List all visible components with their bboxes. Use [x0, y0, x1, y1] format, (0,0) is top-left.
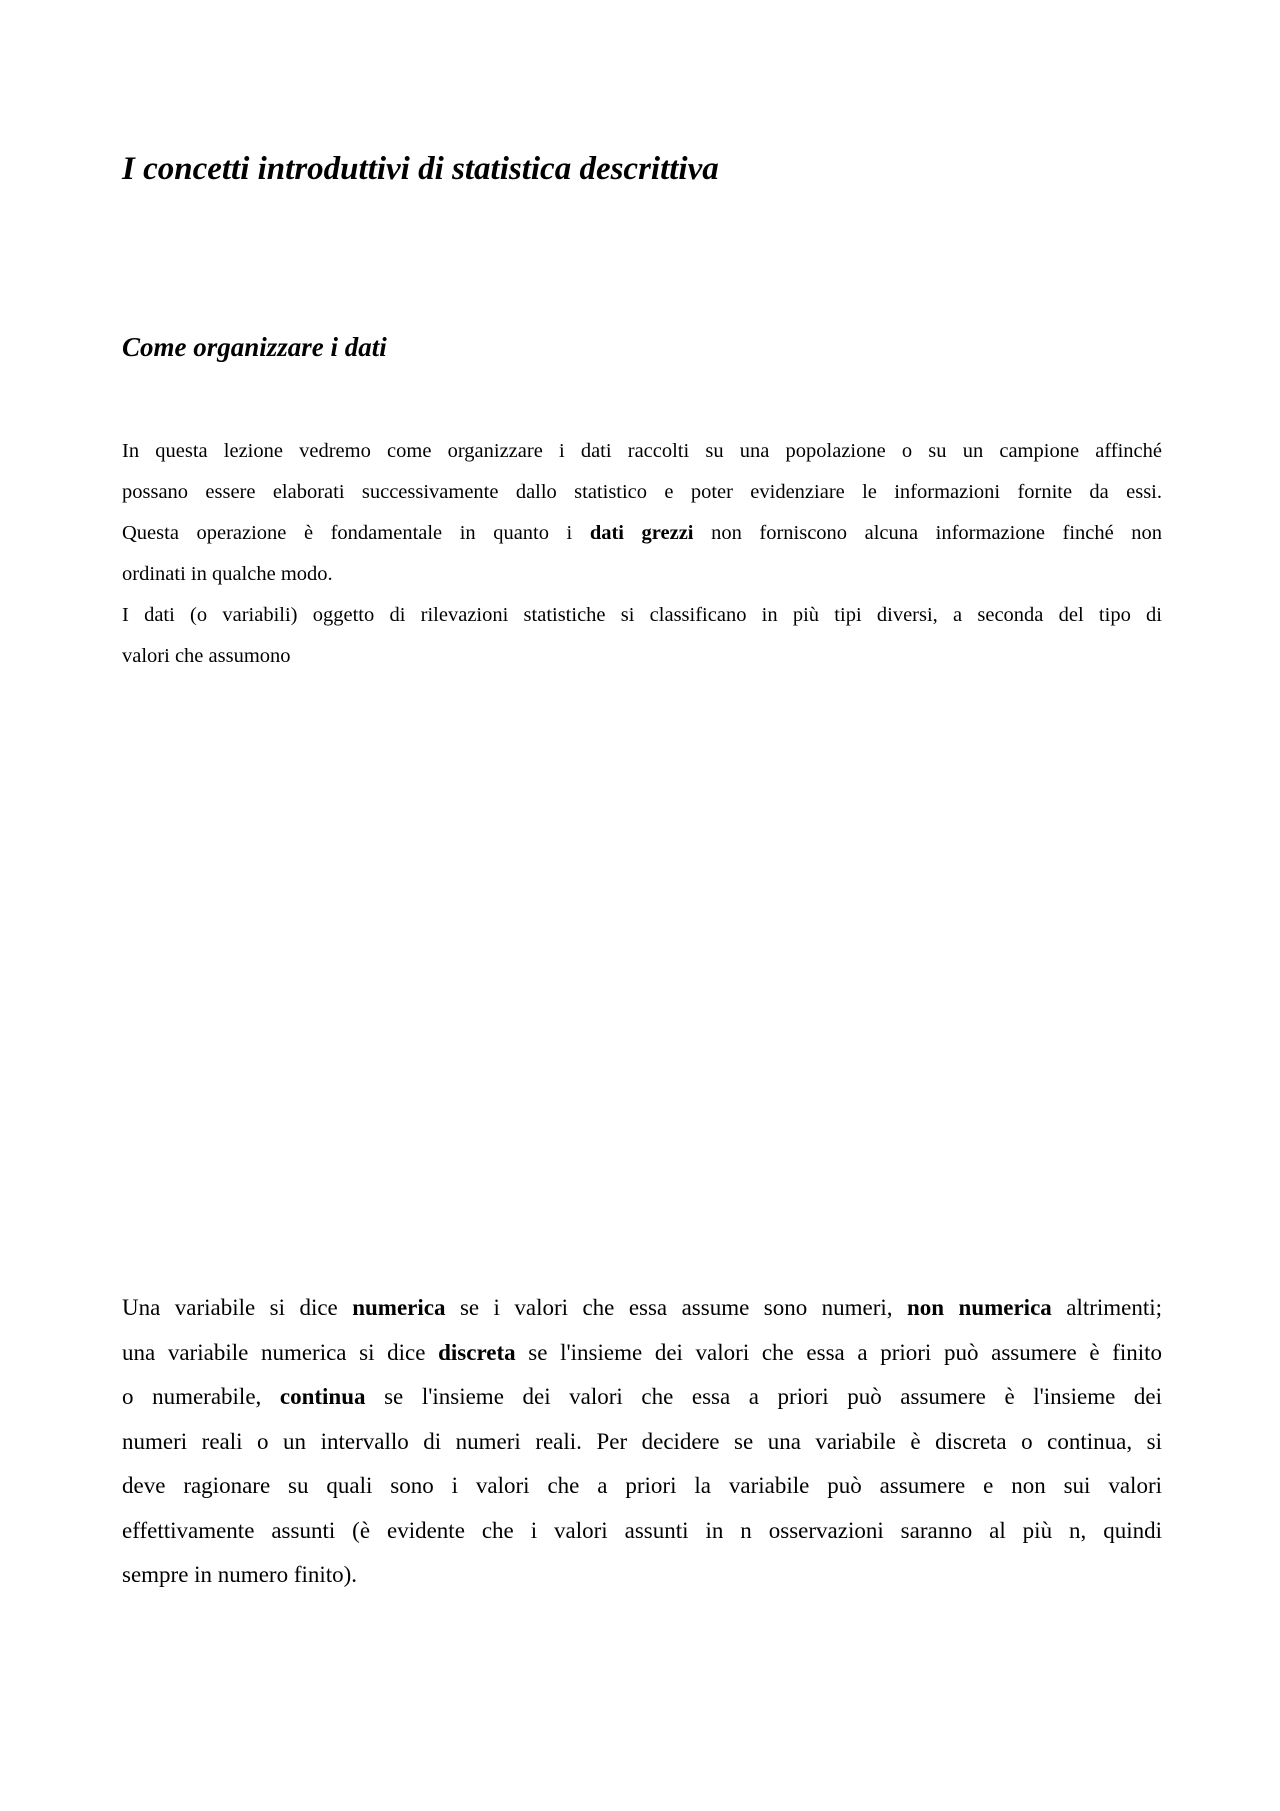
paragraph-line: In questa lezione vedremo come organizzare i dati raccolti su una popolazione o su un campione affinché: [122, 440, 1162, 462]
section-heading: Come organizzare i dati: [122, 332, 387, 362]
bold-term: non numerica: [907, 1295, 1052, 1320]
text-segment: Questa operazione è fondamentale in quanto i: [122, 522, 573, 544]
text-segment: se l'insieme dei valori che essa a priori può assumere è finito: [528, 1339, 1163, 1365]
paragraph-line: [122, 1375, 1162, 1420]
paragraph-line: [122, 1286, 1162, 1331]
paragraph-line: sempre in numero finito).: [122, 1562, 358, 1587]
text-segment: non forniscono alcuna informazione finché non: [711, 522, 1163, 544]
text-segment: se i valori che essa assume sono numeri,: [459, 1295, 893, 1320]
bold-term: continua: [279, 1384, 366, 1409]
paragraph-line: deve ragionare su quali sono i valori che a priori la variabile può assumere e non sui valori: [122, 1473, 1162, 1498]
paragraph-line: valori che assumono: [122, 645, 291, 667]
bold-term: discreta: [438, 1339, 516, 1365]
page-title: I concetti introduttivi di statistica descrittiva: [122, 151, 719, 187]
text-segment: una variabile numerica si dice: [122, 1339, 426, 1365]
text-segment: Una variabile si dice: [122, 1295, 338, 1320]
bold-term: dati grezzi: [589, 522, 694, 544]
bold-term: numerica: [352, 1295, 446, 1320]
text-segment: altrimenti;: [1066, 1295, 1163, 1320]
paragraph-line: [122, 513, 1162, 554]
text-segment: se l'insieme dei valori che essa a priori può assumere è l'insieme dei: [384, 1384, 1162, 1409]
intro-paragraph: [122, 431, 1162, 677]
paragraph-line: ordinati in qualche modo.: [122, 563, 333, 585]
text-segment: o numerabile,: [122, 1384, 262, 1409]
paragraph-line: [122, 1331, 1162, 1376]
paragraph-line: effettivamente assunti (è evidente che i valori assunti in n osservazioni saranno al più n, quindi: [122, 1517, 1162, 1543]
paragraph-line: possano essere elaborati successivamente dallo statistico e poter evidenziare le informazioni fornite da essi.: [122, 481, 1162, 503]
paragraph-line: I dati (o variabili) oggetto di rilevazioni statistiche si classificano in più tipi diversi, a seconda del tipo di: [122, 604, 1162, 626]
paragraph-line: numeri reali o un intervallo di numeri reali. Per decidere se una variabile è discreta o continua, si: [122, 1428, 1162, 1454]
variable-types-paragraph: [122, 1286, 1162, 1598]
